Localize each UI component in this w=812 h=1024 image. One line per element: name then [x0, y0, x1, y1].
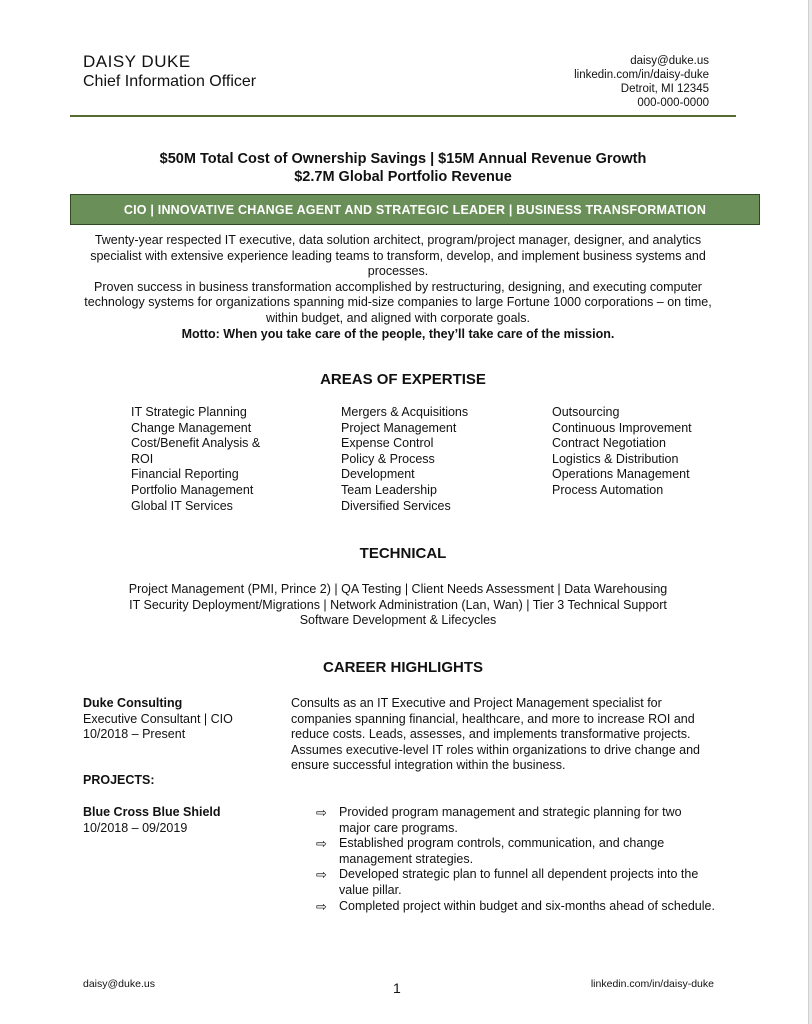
- footer-linkedin: linkedin.com/in/daisy-duke: [590, 978, 714, 990]
- header-divider: [70, 115, 736, 117]
- expertise-item: Mergers & Acquisitions: [341, 405, 469, 419]
- list-item: [316, 805, 716, 836]
- bullet-text: Provided program management and strategic planning for two major care programs.: [339, 805, 682, 835]
- job-position: Executive Consultant | CIO: [83, 711, 233, 726]
- headline: [70, 150, 736, 186]
- bullet-text: Developed strategic plan to funnel all dependent projects into the value pillar.: [339, 867, 699, 897]
- job-description: Consults as an IT Executive and Project Management specialist for companies spanning financial, healthcare, and more to increase ROI and reduce costs. Leads, assesses, and implements transformative projects. Assumes executive-level IT roles within organizations to drive change and ensure successful integration within the business.: [291, 696, 701, 773]
- expertise-item: Financial Reporting: [131, 467, 239, 482]
- expertise-item: Logistics & Distribution: [552, 451, 679, 466]
- list-item: [316, 836, 716, 867]
- company-name: Duke Consulting: [83, 696, 183, 710]
- expertise-item: Change Management: [131, 420, 252, 435]
- contact-location: Detroit, MI 12345: [620, 83, 709, 95]
- expertise-item: Operations Management: [552, 467, 690, 482]
- expertise-item: Diversified Services: [341, 498, 451, 513]
- job-dates: 10/2018 – Present: [83, 727, 186, 742]
- contact-block: [574, 54, 709, 110]
- arrow-bullet-icon: ⇨: [316, 898, 327, 914]
- expertise-item: Contract Negotiation: [552, 436, 666, 451]
- projects-label: PROJECTS:: [83, 773, 155, 787]
- technical-skills: [70, 582, 726, 629]
- technical-line: IT Security Deployment/Migrations | Network Administration (Lan, Wan) | Tier 3 Technical Support: [129, 597, 667, 612]
- contact-phone: 000-000-0000: [637, 97, 709, 109]
- summary-paragraph-2: Proven success in business transformation accomplished by restructuring, designing, and executing computer technology systems for organizations spanning mid-size companies to large Fortune 1000 corporations – on time, within budget, and aligned with corporate goals.: [84, 279, 712, 325]
- list-item: [316, 867, 716, 898]
- expertise-item: Policy & Process: [341, 451, 435, 466]
- project-dates: 10/2018 – 09/2019: [83, 820, 188, 835]
- summary-motto: Motto: When you take care of the people, they’ll take care of the mission.: [181, 326, 615, 341]
- expertise-item: Cost/Benefit Analysis & ROI: [131, 436, 261, 466]
- project-info: [83, 805, 221, 836]
- expertise-item: Expense Control: [341, 436, 434, 451]
- arrow-bullet-icon: ⇨: [316, 805, 327, 820]
- expertise-column-2: [341, 405, 531, 514]
- summary: [82, 233, 714, 342]
- bullet-text: Established program controls, communication, and change management strategies.: [339, 836, 665, 866]
- branding-banner: CIO | INNOVATIVE CHANGE AGENT AND STRATEGIC LEADER | BUSINESS TRANSFORMATION: [70, 194, 760, 225]
- expertise-item: IT Strategic Planning: [131, 405, 247, 419]
- candidate-name: DAISY DUKE: [83, 52, 191, 71]
- arrow-bullet-icon: ⇨: [316, 836, 327, 852]
- contact-linkedin: linkedin.com/in/daisy-duke: [574, 69, 709, 81]
- project-name: Blue Cross Blue Shield: [83, 805, 221, 819]
- arrow-bullet-icon: ⇨: [316, 867, 327, 883]
- expertise-column-1: [131, 405, 281, 514]
- headline-line-2: $2.7M Global Portfolio Revenue: [294, 169, 512, 185]
- career-heading: CAREER HIGHLIGHTS: [322, 659, 483, 676]
- list-item: [316, 899, 716, 915]
- expertise-item: Team Leadership: [341, 482, 437, 497]
- expertise-item: Process Automation: [552, 482, 664, 497]
- project-bullets: [316, 805, 716, 914]
- expertise-item: Global IT Services: [131, 498, 233, 513]
- job-info: [83, 696, 233, 743]
- technical-heading: TECHNICAL: [359, 545, 447, 562]
- expertise-item: Outsourcing: [552, 405, 620, 419]
- expertise-item: Continuous Improvement: [552, 420, 692, 435]
- contact-email: daisy@duke.us: [630, 55, 709, 67]
- footer-email: daisy@duke.us: [83, 978, 155, 990]
- technical-line: Project Management (PMI, Prince 2) | QA Testing | Client Needs Assessment | Data Warehousing: [128, 582, 668, 596]
- technical-line: Software Development & Lifecycles: [299, 613, 497, 628]
- page-number: 1: [393, 980, 401, 996]
- expertise-heading: AREAS OF EXPERTISE: [320, 371, 486, 388]
- expertise-column-3: [552, 405, 742, 499]
- expertise-item: Development: [341, 467, 415, 482]
- candidate-title: Chief Information Officer: [83, 73, 257, 90]
- bullet-text: Completed project within budget and six-months ahead of schedule.: [339, 898, 715, 913]
- summary-paragraph-1: Twenty-year respected IT executive, data solution architect, program/project manager, designer, and analytics specialist with extensive experience leading teams to transform, develop, and implement business systems and processes.: [90, 233, 706, 279]
- expertise-item: Portfolio Management: [131, 482, 254, 497]
- expertise-item: Project Management: [341, 420, 457, 435]
- headline-line-1: $50M Total Cost of Ownership Savings | $15M Annual Revenue Growth: [159, 151, 647, 167]
